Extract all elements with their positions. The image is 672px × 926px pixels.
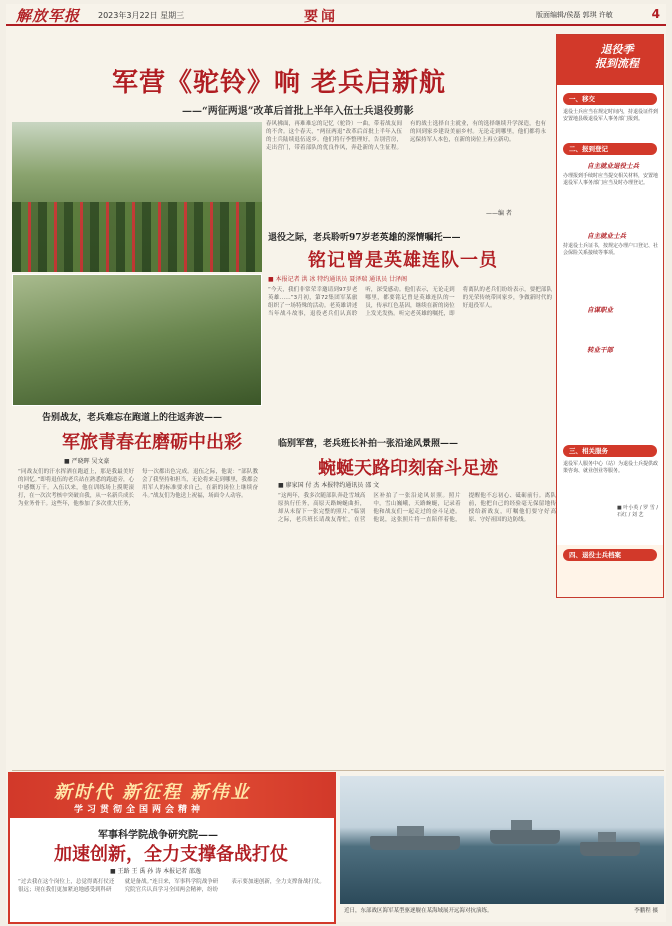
feature-headline[interactable]: 加速创新，全力支撑备战打仗 — [54, 844, 288, 865]
story-hero-company — [268, 212, 552, 452]
story3-byline: ■ 严晓晖 吴文豪 — [64, 458, 110, 465]
story2-kicker: 退役之际，老兵聆听97岁老英雄的深情嘱托—— — [268, 233, 461, 243]
masthead — [6, 4, 666, 26]
sidebar-text-1: 退役士兵应当在规定时间内，持退役证件到安置地县级退役军人事务部门报到。 — [563, 109, 659, 122]
feature-title: 新时代 新征程 新伟业 — [54, 782, 251, 803]
page-number: 4 — [651, 7, 660, 21]
veteran-farewell-photo — [12, 274, 262, 406]
feature-byline: ■ 王路 王 禹 孙 涛 本报记者 邵逸 — [110, 868, 202, 875]
section-title: 要闻 — [304, 9, 338, 25]
story-runway — [12, 410, 262, 790]
lead-photo-veterans — [12, 122, 262, 272]
crowd-image — [12, 202, 262, 272]
story2-byline: ■ 本报记者 洪 冰 特约通讯员 聂泽瑞 通讯员 廿泽阁 — [268, 276, 408, 283]
photo-credit: 李鹏程 摄 — [634, 908, 658, 914]
sidebar-text-3: 持退役士兵证书，按规定办理户口登记、社会保险关系接续等事项。 — [563, 243, 659, 256]
issue-date: 2023年3月22日 星期三 — [98, 11, 185, 20]
story3-body: “同战友们的汗水挥洒在跑道上，那是我最美好的回忆。”即将退伍的老兵站在熟悉的跑道旁，心中感慨万千。入伍以来，他在训练场上摸爬滚打，在一次次考核中突破自我，从一名新兵成长为业务骨干。这些年，他参加了多次重大任务，每一次都出色完成。退伍之际，他说：“部队教会了我坚持和担当，无论将来走到哪里，我都会用军人的标准要求自己，在新的岗位上继续奋斗。”战友们为他送上祝福，场面令人动容。 — [18, 469, 258, 507]
story4-headline[interactable]: 蜿蜒天路印刻奋斗足迹 — [318, 458, 498, 479]
warship-photo — [340, 776, 664, 904]
warship-shape — [370, 836, 460, 850]
feature-body: “过去我在这个岗位上，总觉得离打仗还很远；现在我们更加紧迫地感受到科研就是备战。”连日来，军事科学院战争研究院官兵认真学习全国两会精神，纷纷表示要加速创新，全力支撑备战打仗。 — [18, 879, 325, 893]
sidebar-sub-2: 自主就业士兵 — [587, 232, 626, 240]
feature-banner — [10, 774, 334, 818]
story3-kicker: 告别战友，老兵难忘在跑道上的往返奔波—— — [42, 413, 223, 423]
editor-credits: 版面编辑/侯磊 郭琪 许敏 — [536, 11, 613, 19]
sidebar-bottom-box — [557, 545, 663, 597]
sidebar-section-2[interactable]: 二、报到登记 — [563, 143, 657, 155]
story-sky-road — [268, 436, 556, 796]
story3-headline[interactable]: 军旅青春在磨砺中出彩 — [62, 432, 242, 453]
feature-kicker: 军事科学院战争研究院—— — [98, 830, 218, 841]
feature-box — [8, 772, 336, 924]
story2-headline[interactable]: 铭记曾是英雄连队一员 — [308, 250, 498, 271]
photo-caption: 近日，东部战区海军某型驱逐舰在某海域展开远海对抗演练。 — [344, 908, 493, 914]
sidebar-title: 退役季 报到流程 — [595, 43, 639, 70]
newspaper-page — [6, 4, 666, 922]
divider — [12, 770, 664, 771]
story4-body: “这两年，我多次随部队奔赴雪域高原执行任务，高原天路蜿蜒曲折，却从未留下一张完整的照片。”临别之际，老兵班长请战友帮忙，在营区补拍了一张沿途风景照。照片中，雪山巍峨，天路蜿蜒，记录着他和战友们一起走过的奋斗足迹。他说，这张照片将一直陪伴着他，提醒他不忘初心、砥砺前行。离队前，他把自己的经验毫无保留地传授给新战友，叮嘱他们要守好高原、守好祖国的边防线。 — [278, 493, 556, 523]
newspaper-logo: 解放军报 — [16, 7, 81, 25]
sidebar-section-4[interactable]: 四、退役士兵档案 — [563, 549, 657, 561]
feature-subtitle: 学习贯彻全国两会精神 — [74, 805, 205, 815]
lead-subheadline: ——“两征两退”改革后首批上半年入伍士兵退役剪影 — [182, 106, 414, 117]
story2-body: “今天，我们非常荣幸邀请到97岁老英雄……”3月初，第72集团军某旅组织了一场特殊的活动。老英雄讲述当年战斗故事，退役老兵们认真聆听，深受感动。他们表示，无论走到哪里，都要铭记曾是英雄连队的一员，传承红色基因，继续在新的岗位上发光发热。听完老英雄的嘱托，即将离队的老兵们纷纷表示，要把部队的光荣传统带回家乡，争做新时代的好退役军人。 — [268, 287, 552, 317]
sidebar-sub-3: 自谋职业 — [587, 306, 613, 314]
sidebar-text-4: 退役军人服务中心（站）为退役士兵提供政策咨询、就业创业等服务。 — [563, 461, 659, 474]
lead-headline[interactable]: 军营《驼铃》响 老兵启新航 — [112, 68, 447, 98]
sidebar-section-3[interactable]: 三、相关服务 — [563, 445, 657, 457]
story4-kicker: 临别军营，老兵班长补拍一张沿途风景照—— — [278, 439, 459, 449]
warship-shape — [580, 842, 640, 856]
lead-body: 春风拂面，再难难忘的记忆（驼铃）一曲，带着战友间的不舍。这个春天，“两征两退”改革后首批上半年入伍的士兵陆续退伍返乡。他们将行李整理好，告别营房，走出营门，带着部队的优良作风，奔赴新的人生征程。有的战士选择自主就业，有的选择继续升学深造，也有的回到家乡建设美丽乡村。无论走到哪里，他们都将永远保持军人本色，在新的岗位上再立新功。 — [266, 121, 546, 151]
sidebar-process-panel — [556, 34, 664, 598]
lead-byline: ——编 者 — [486, 210, 512, 217]
sidebar-section-1[interactable]: 一、移交 — [563, 93, 657, 105]
sidebar-sub-1: 自主就业退役士兵 — [587, 162, 639, 170]
sidebar-header — [557, 35, 663, 85]
warship-shape — [490, 830, 560, 844]
sidebar-credit: ■ 叶小英 / 罗 雪 / 石红 / 刘 艺 — [617, 505, 659, 518]
sidebar-sub-4: 转业干部 — [587, 346, 613, 354]
story4-byline: ■ 廖家国 付 杰 本报特约通讯员 邵 文 — [278, 482, 380, 489]
sidebar-text-2: 办理报到手续时应当提交相关材料，安置地退役军人事务部门应当及时办理登记。 — [563, 173, 659, 186]
